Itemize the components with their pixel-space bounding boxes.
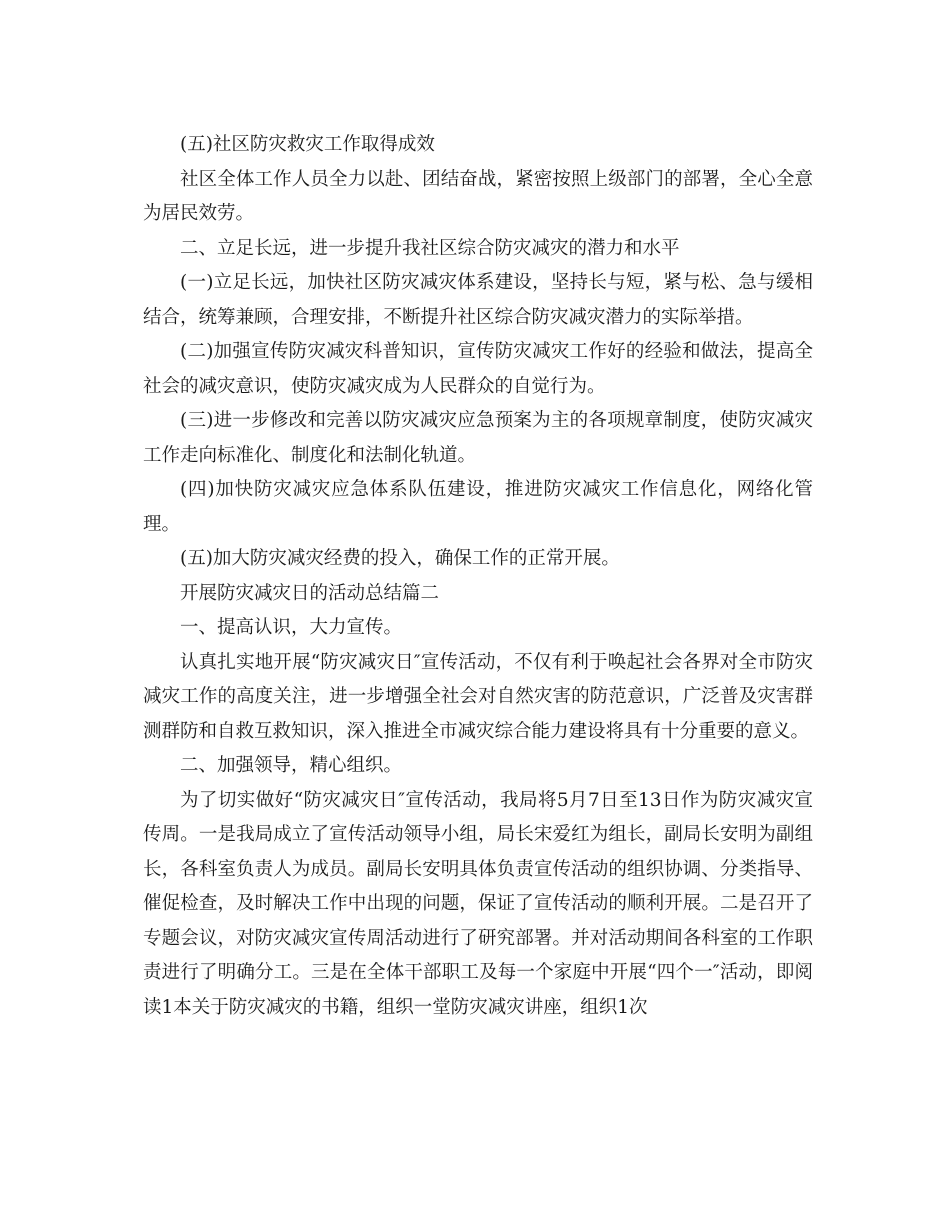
body-paragraph: (三)进一步修改和完善以防灾减灾应急预案为主的各项规章制度，使防灾减灾工作走向标准化、制度化和法制化轨道。 <box>143 410 813 466</box>
body-paragraph: (五)加大防灾减灾经费的投入，确保工作的正常开展。 <box>180 548 620 569</box>
document-body <box>143 128 813 1025</box>
body-paragraph: 为了切实做好“防灾减灾日″宣传活动，我局将5月7日至13日作为防灾减灾宣传周。一是我局成立了宣传活动领导小组，局长宋爱红为组长，副局长安明为副组长，各科室负责人为成员。副局长安明具体负责宣传活动的组织协调、分类指导、催促检查，及时解决工作中出现的问题，保证了宣传活动的顺利开展。二是召开了专题会议，对防灾减灾宣传周活动进行了研究部署。并对活动期间各科室的工作职责进行了明确分工。三是在全体干部职工及每一个家庭中开展“四个一″活动，即阅读1本关于防灾减灾的书籍，组织一堂防灾减灾讲座，组织1次 <box>143 789 813 1018</box>
body-paragraph: (二)加强宣传防灾减灾科普知识，宣传防灾减灾工作好的经验和做法，提高全社会的减灾意识，使防灾减灾成为人民群众的自觉行为。 <box>143 341 813 397</box>
body-paragraph: 认真扎实地开展“防灾减灾日″宣传活动，不仅有利于唤起社会各界对全市防灾减灾工作的高度关注，进一步增强全社会对自然灾害的防范意识，广泛普及灾害群测群防和自救互救知识，深入推进全市减灾综合能力建设将具有十分重要的意义。 <box>143 651 813 742</box>
section-heading: (五)社区防灾救灾工作取得成效 <box>180 134 435 155</box>
body-paragraph: (四)加快防灾减灾应急体系队伍建设，推进防灾减灾工作信息化，网络化管理。 <box>143 479 813 535</box>
article-title: 开展防灾减灾日的活动总结篇二 <box>180 582 440 604</box>
body-paragraph: 社区全体工作人员全力以赴、团结奋战，紧密按照上级部门的部署，全心全意为居民效劳。 <box>143 168 813 224</box>
section-heading: 二、加强领导，精心组织。 <box>180 755 403 776</box>
section-heading: 一、提高认识，大力宣传。 <box>180 617 403 638</box>
body-paragraph: (一)立足长远，加快社区防灾减灾体系建设，坚持长与短，紧与松、急与缓相结合，统筹兼顾，合理安排，不断提升社区综合防灾减灾潜力的实际举措。 <box>143 272 813 328</box>
section-heading: 二、立足长远，进一步提升我社区综合防灾减灾的潜力和水平 <box>180 237 680 259</box>
